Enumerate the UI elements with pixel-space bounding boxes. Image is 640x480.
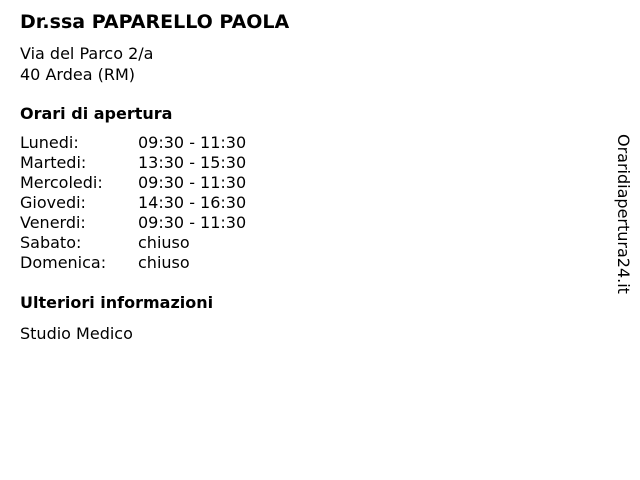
day-label: Martedi: xyxy=(20,153,87,172)
day-label: Venerdi: xyxy=(20,213,86,232)
time-value: chiuso xyxy=(138,233,190,252)
time-value: 09:30 - 11:30 xyxy=(138,173,247,192)
more-info-text: Studio Medico xyxy=(20,324,133,343)
time-value: 09:30 - 11:30 xyxy=(138,133,247,152)
time-value: 09:30 - 11:30 xyxy=(138,213,247,232)
page-title: Dr.ssa PAPARELLO PAOLA xyxy=(20,11,290,33)
day-label: Mercoledi: xyxy=(20,173,103,192)
more-info-heading: Ulteriori informazioni xyxy=(20,293,214,312)
address-block xyxy=(20,43,153,85)
address-city: 40 Ardea (RM) xyxy=(20,65,135,84)
day-label: Sabato: xyxy=(20,233,82,252)
time-value: chiuso xyxy=(138,253,190,272)
time-value: 13:30 - 15:30 xyxy=(138,153,247,172)
brand-text: Oraridiapertura24.it xyxy=(614,134,633,294)
opening-hours-heading: Orari di apertura xyxy=(20,104,173,123)
time-value: 14:30 - 16:30 xyxy=(138,193,247,212)
day-label: Giovedi: xyxy=(20,193,86,212)
address-street: Via del Parco 2/a xyxy=(20,44,154,63)
day-label: Lunedi: xyxy=(20,133,79,152)
brand-watermark xyxy=(610,134,636,310)
day-label: Domenica: xyxy=(20,253,107,272)
